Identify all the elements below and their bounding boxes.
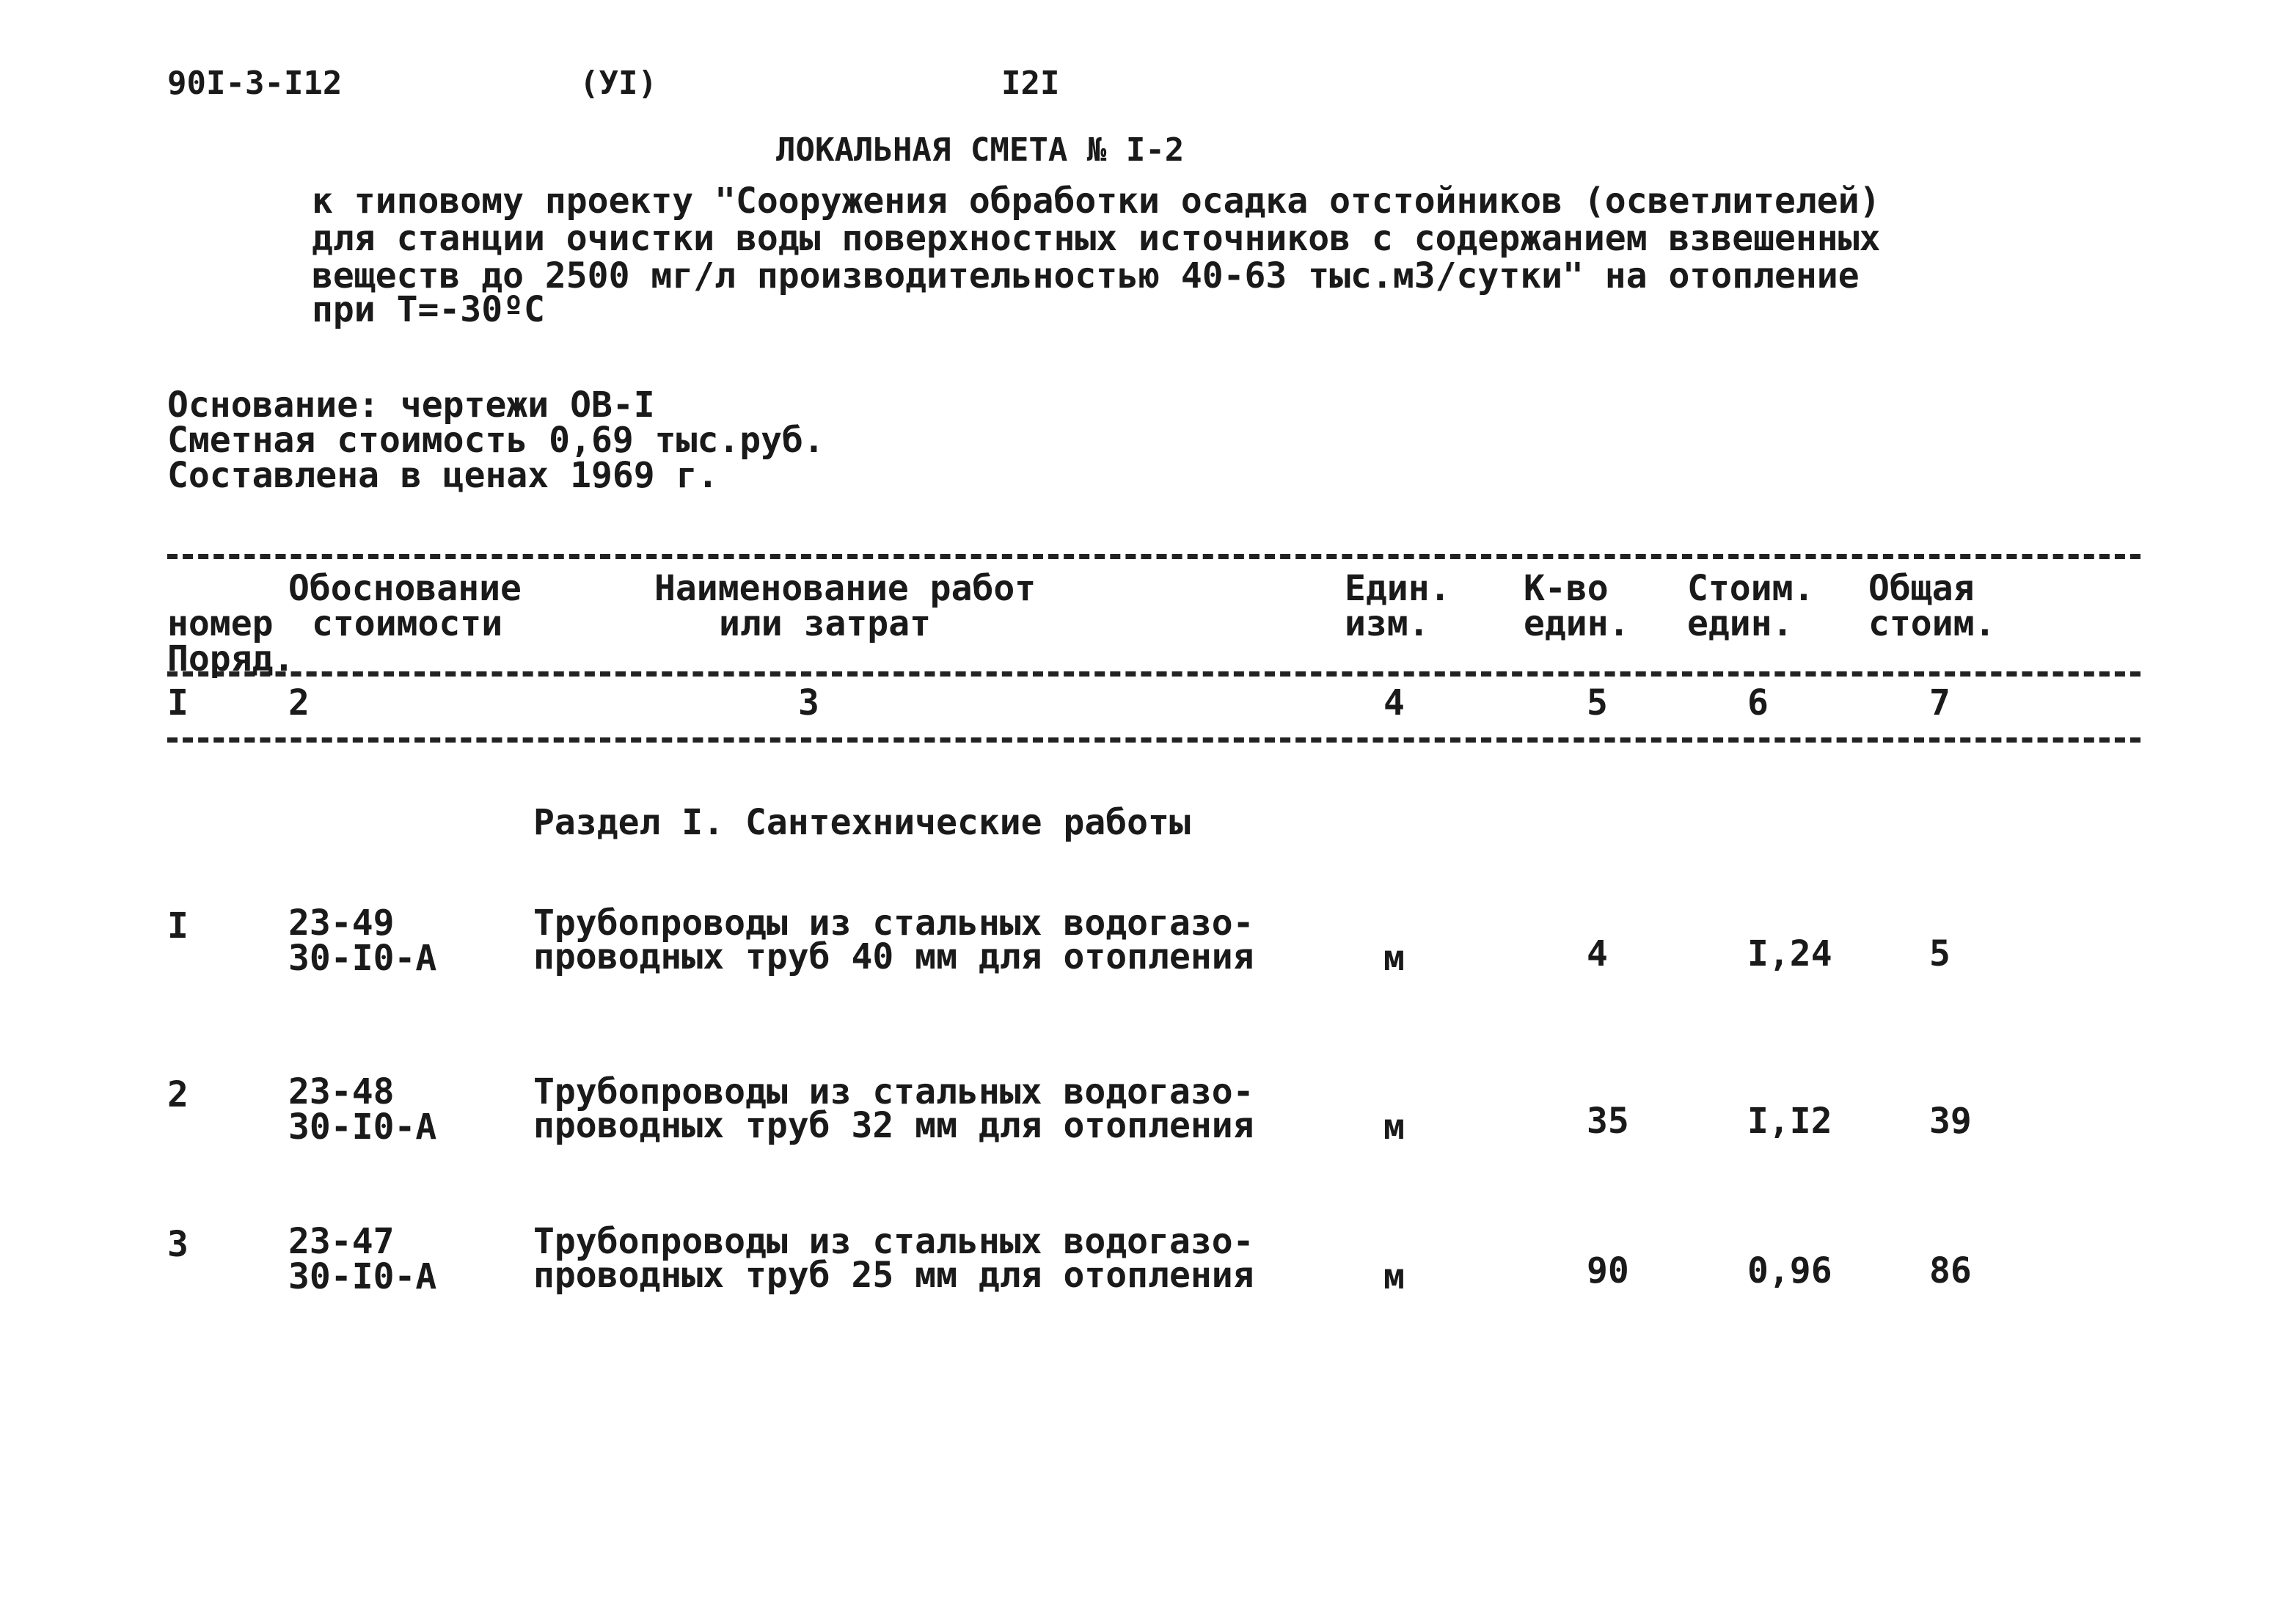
row-basis-line2: 30-I0-А — [288, 938, 437, 979]
subtitle-line: веществ до 2500 мг/л производительностью 40-63 тыс.м3/сутки" на отопление — [312, 255, 1860, 296]
header-total-cost-line2: стоим. — [1868, 603, 1996, 644]
column-number: 3 — [798, 682, 819, 723]
column-number: 4 — [1383, 682, 1405, 723]
header-total-cost: Общая — [1868, 568, 1975, 609]
header-unit: Един. — [1345, 568, 1451, 609]
row-unit: м — [1383, 1107, 1405, 1148]
row-quantity: 90 — [1587, 1250, 1629, 1291]
header-order-no-line2: номер — [167, 603, 274, 644]
header-unit-line2: изм. — [1345, 603, 1430, 644]
column-number: 2 — [288, 682, 310, 723]
info-line: Основание: чертежи ОВ-I — [167, 384, 655, 426]
row-unit-cost: I,24 — [1747, 933, 1832, 974]
subtitle-line: для станции очистки воды поверхностных источников с содержанием взвешенных — [312, 218, 1881, 259]
row-quantity: 4 — [1587, 933, 1608, 974]
header-unit-cost-line2: един. — [1687, 603, 1794, 644]
column-number: 6 — [1747, 682, 1769, 723]
document-code: 90I-3-I12 — [167, 65, 343, 102]
row-unit: м — [1383, 938, 1405, 979]
row-basis-line2: 30-I0-А — [288, 1107, 437, 1148]
row-name-line2: проводных труб 40 мм для отопления — [533, 936, 1254, 977]
header-basis-line2: стоимости — [312, 603, 503, 644]
page-number: I2I — [1001, 65, 1060, 102]
row-name-line1: Трубопроводы из стальных водогазо- — [533, 1071, 1254, 1112]
row-basis-line1: 23-47 — [288, 1221, 395, 1262]
row-unit-cost: I,I2 — [1747, 1101, 1832, 1142]
subtitle-line: при Т=-30ºС — [312, 289, 545, 330]
sheet-section: (УI) — [580, 65, 657, 102]
row-name-line1: Трубопроводы из стальных водогазо- — [533, 903, 1254, 944]
column-number: 5 — [1587, 682, 1608, 723]
row-basis-line2: 30-I0-А — [288, 1256, 437, 1297]
header-quantity: К-во — [1524, 568, 1609, 609]
info-line: Составлена в ценах 1969 г. — [167, 455, 719, 496]
header-quantity-line2: един. — [1524, 603, 1630, 644]
header-work-name: Наименование работ — [654, 568, 1037, 609]
row-total: 86 — [1929, 1250, 1972, 1291]
section-title: Раздел I. Сантехнические работы — [533, 802, 1191, 843]
table-colnum-rule — [167, 737, 2140, 743]
header-basis: Обоснование — [288, 568, 522, 609]
header-work-name-line2: или затрат — [719, 603, 931, 644]
row-name-line2: проводных труб 25 мм для отопления — [533, 1255, 1254, 1296]
row-number: 2 — [167, 1074, 189, 1115]
row-name-line1: Трубопроводы из стальных водогазо- — [533, 1221, 1254, 1262]
row-basis-line1: 23-49 — [288, 903, 395, 944]
row-quantity: 35 — [1587, 1101, 1629, 1142]
row-total: 39 — [1929, 1101, 1972, 1142]
row-basis-line1: 23-48 — [288, 1071, 395, 1112]
row-name-line2: проводных труб 32 мм для отопления — [533, 1105, 1254, 1146]
header-unit-cost: Стоим. — [1687, 568, 1815, 609]
row-number: 3 — [167, 1224, 189, 1265]
table-top-rule — [167, 554, 2140, 559]
row-number: I — [167, 905, 189, 947]
column-number: 7 — [1929, 682, 1950, 723]
table-header-rule — [167, 671, 2140, 677]
column-number: I — [167, 682, 189, 723]
row-unit-cost: 0,96 — [1747, 1250, 1832, 1291]
header-order-no-line1: Поряд. — [167, 638, 295, 679]
subtitle-line: к типовому проекту "Сооружения обработки осадка отстойников (осветлителей) — [312, 181, 1881, 222]
row-unit: м — [1383, 1256, 1405, 1297]
document-title: ЛОКАЛЬНАЯ СМЕТА № I-2 — [776, 131, 1185, 169]
info-line: Сметная стоимость 0,69 тыс.руб. — [167, 420, 825, 461]
row-total: 5 — [1929, 933, 1950, 974]
